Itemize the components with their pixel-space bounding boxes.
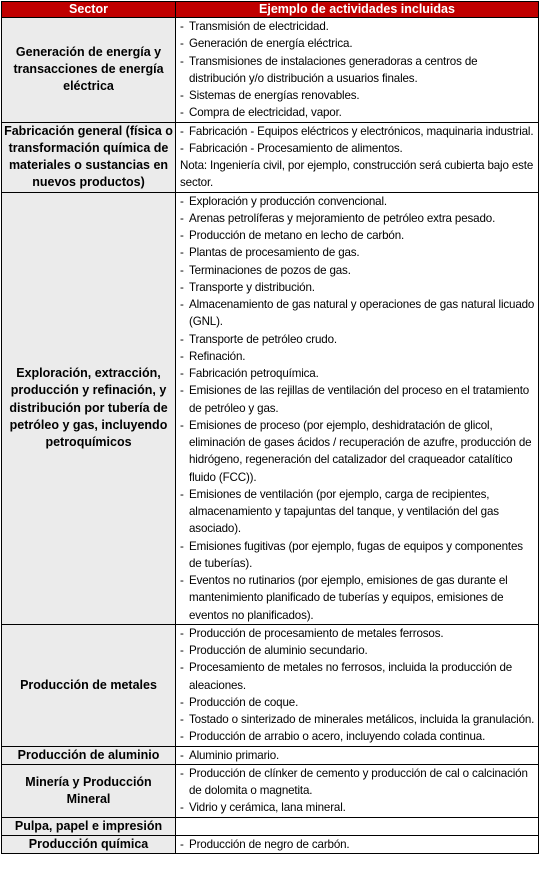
list-item: - Compra de electricidad, vapor. xyxy=(180,104,536,121)
activities-cell xyxy=(176,746,539,764)
activities-list xyxy=(180,836,536,853)
list-item: - Fabricación - Procesamiento de alimentos. xyxy=(180,140,536,157)
activities-cell xyxy=(176,817,539,835)
table-row xyxy=(2,817,539,835)
activities-cell xyxy=(176,18,539,123)
activities-list xyxy=(180,123,536,158)
activities-cell xyxy=(176,836,539,854)
table-row xyxy=(2,746,539,764)
sector-cell: Minería y Producción Mineral xyxy=(2,764,176,817)
list-item: - Emisiones de las rejillas de ventilación del proceso en el tratamiento de petróleo y gas. xyxy=(180,382,536,417)
sector-cell: Exploración, extracción, producción y refinación, y distribución por tubería de petróleo y gas, incluyendo petroquímicos xyxy=(2,192,176,624)
list-item: - Vidrio y cerámica, lana mineral. xyxy=(180,799,536,816)
activities-cell xyxy=(176,192,539,624)
list-item: - Tostado o sinterizado de minerales metálicos, incluida la granulación. xyxy=(180,711,536,728)
table-row xyxy=(2,624,539,746)
list-item: - Producción de aluminio secundario. xyxy=(180,642,536,659)
activities-list xyxy=(180,765,536,817)
list-item: - Producción de arrabio o acero, incluyendo colada continua. xyxy=(180,728,536,745)
sector-cell: Producción de aluminio xyxy=(2,746,176,764)
activities-list xyxy=(180,747,536,764)
sector-cell: Producción química xyxy=(2,836,176,854)
list-item: - Producción de negro de carbón. xyxy=(180,836,536,853)
sector-activities-table xyxy=(1,1,539,854)
list-item: - Fabricación petroquímica. xyxy=(180,365,536,382)
header-sector: Sector xyxy=(2,2,176,18)
list-item: - Plantas de procesamiento de gas. xyxy=(180,244,536,261)
table-row xyxy=(2,18,539,123)
list-item: - Producción de clínker de cemento y producción de cal o calcinación de dolomita o magnetita. xyxy=(180,765,536,800)
list-item: - Transporte y distribución. xyxy=(180,279,536,296)
list-item: - Generación de energía eléctrica. xyxy=(180,35,536,52)
list-item: - Emisiones de ventilación (por ejemplo, carga de recipientes, almacenamiento y tapajuntas del tanque, y ventilación del gas asociado). xyxy=(180,486,536,538)
list-item: - Transmisiones de instalaciones generadoras a centros de distribución y/o distribución a usuarios finales. xyxy=(180,53,536,88)
list-item: - Almacenamiento de gas natural y operaciones de gas natural licuado (GNL). xyxy=(180,296,536,331)
sector-cell: Fabricación general (física o transformación química de materiales o sustancias en nuevos productos) xyxy=(2,122,176,192)
document-page xyxy=(0,1,539,882)
list-item: - Sistemas de energías renovables. xyxy=(180,87,536,104)
list-item: - Fabricación - Equipos eléctricos y electrónicos, maquinaria industrial. xyxy=(180,123,536,140)
activities-list xyxy=(180,18,536,122)
sector-cell: Generación de energía y transacciones de energía eléctrica xyxy=(2,18,176,123)
list-item: - Aluminio primario. xyxy=(180,747,536,764)
list-item: - Producción de procesamiento de metales ferrosos. xyxy=(180,625,536,642)
list-item: - Emisiones de proceso (por ejemplo, deshidratación de glicol, eliminación de gases ácidos / recuperación de azufre, producción de hidrógeno, regeneración del catalizador del craqueador catalítico fluido (FCC)). xyxy=(180,417,536,486)
table-row xyxy=(2,764,539,817)
activities-list xyxy=(180,193,536,624)
header-activities: Ejemplo de actividades incluidas xyxy=(176,2,539,18)
list-item: - Arenas petrolíferas y mejoramiento de petróleo extra pesado. xyxy=(180,210,536,227)
table-header-row xyxy=(2,2,539,18)
activity-note: Nota: Ingeniería civil, por ejemplo, construcción será cubierta bajo este sector. xyxy=(180,159,534,190)
activities-cell xyxy=(176,764,539,817)
list-item: - Refinación. xyxy=(180,348,536,365)
sector-cell: Producción de metales xyxy=(2,624,176,746)
list-item: - Producción de metano en lecho de carbón. xyxy=(180,227,536,244)
list-item: - Procesamiento de metales no ferrosos, incluida la producción de aleaciones. xyxy=(180,659,536,694)
list-item: - Emisiones fugitivas (por ejemplo, fugas de equipos y componentes de tuberías). xyxy=(180,538,536,573)
list-item: - Terminaciones de pozos de gas. xyxy=(180,262,536,279)
table-row xyxy=(2,192,539,624)
table-row xyxy=(2,836,539,854)
list-item: - Exploración y producción convencional. xyxy=(180,193,536,210)
table-body xyxy=(2,18,539,854)
activities-cell xyxy=(176,122,539,192)
list-item: - Producción de coque. xyxy=(180,694,536,711)
list-item: - Transporte de petróleo crudo. xyxy=(180,331,536,348)
activities-list xyxy=(180,625,536,746)
list-item: - Transmisión de electricidad. xyxy=(180,18,536,35)
activities-cell xyxy=(176,624,539,746)
sector-cell: Pulpa, papel e impresión xyxy=(2,817,176,835)
list-item: - Eventos no rutinarios (por ejemplo, emisiones de gas durante el mantenimiento planificado de tuberías y equipos, emisiones de eventos no planificados). xyxy=(180,572,536,624)
table-row xyxy=(2,122,539,192)
